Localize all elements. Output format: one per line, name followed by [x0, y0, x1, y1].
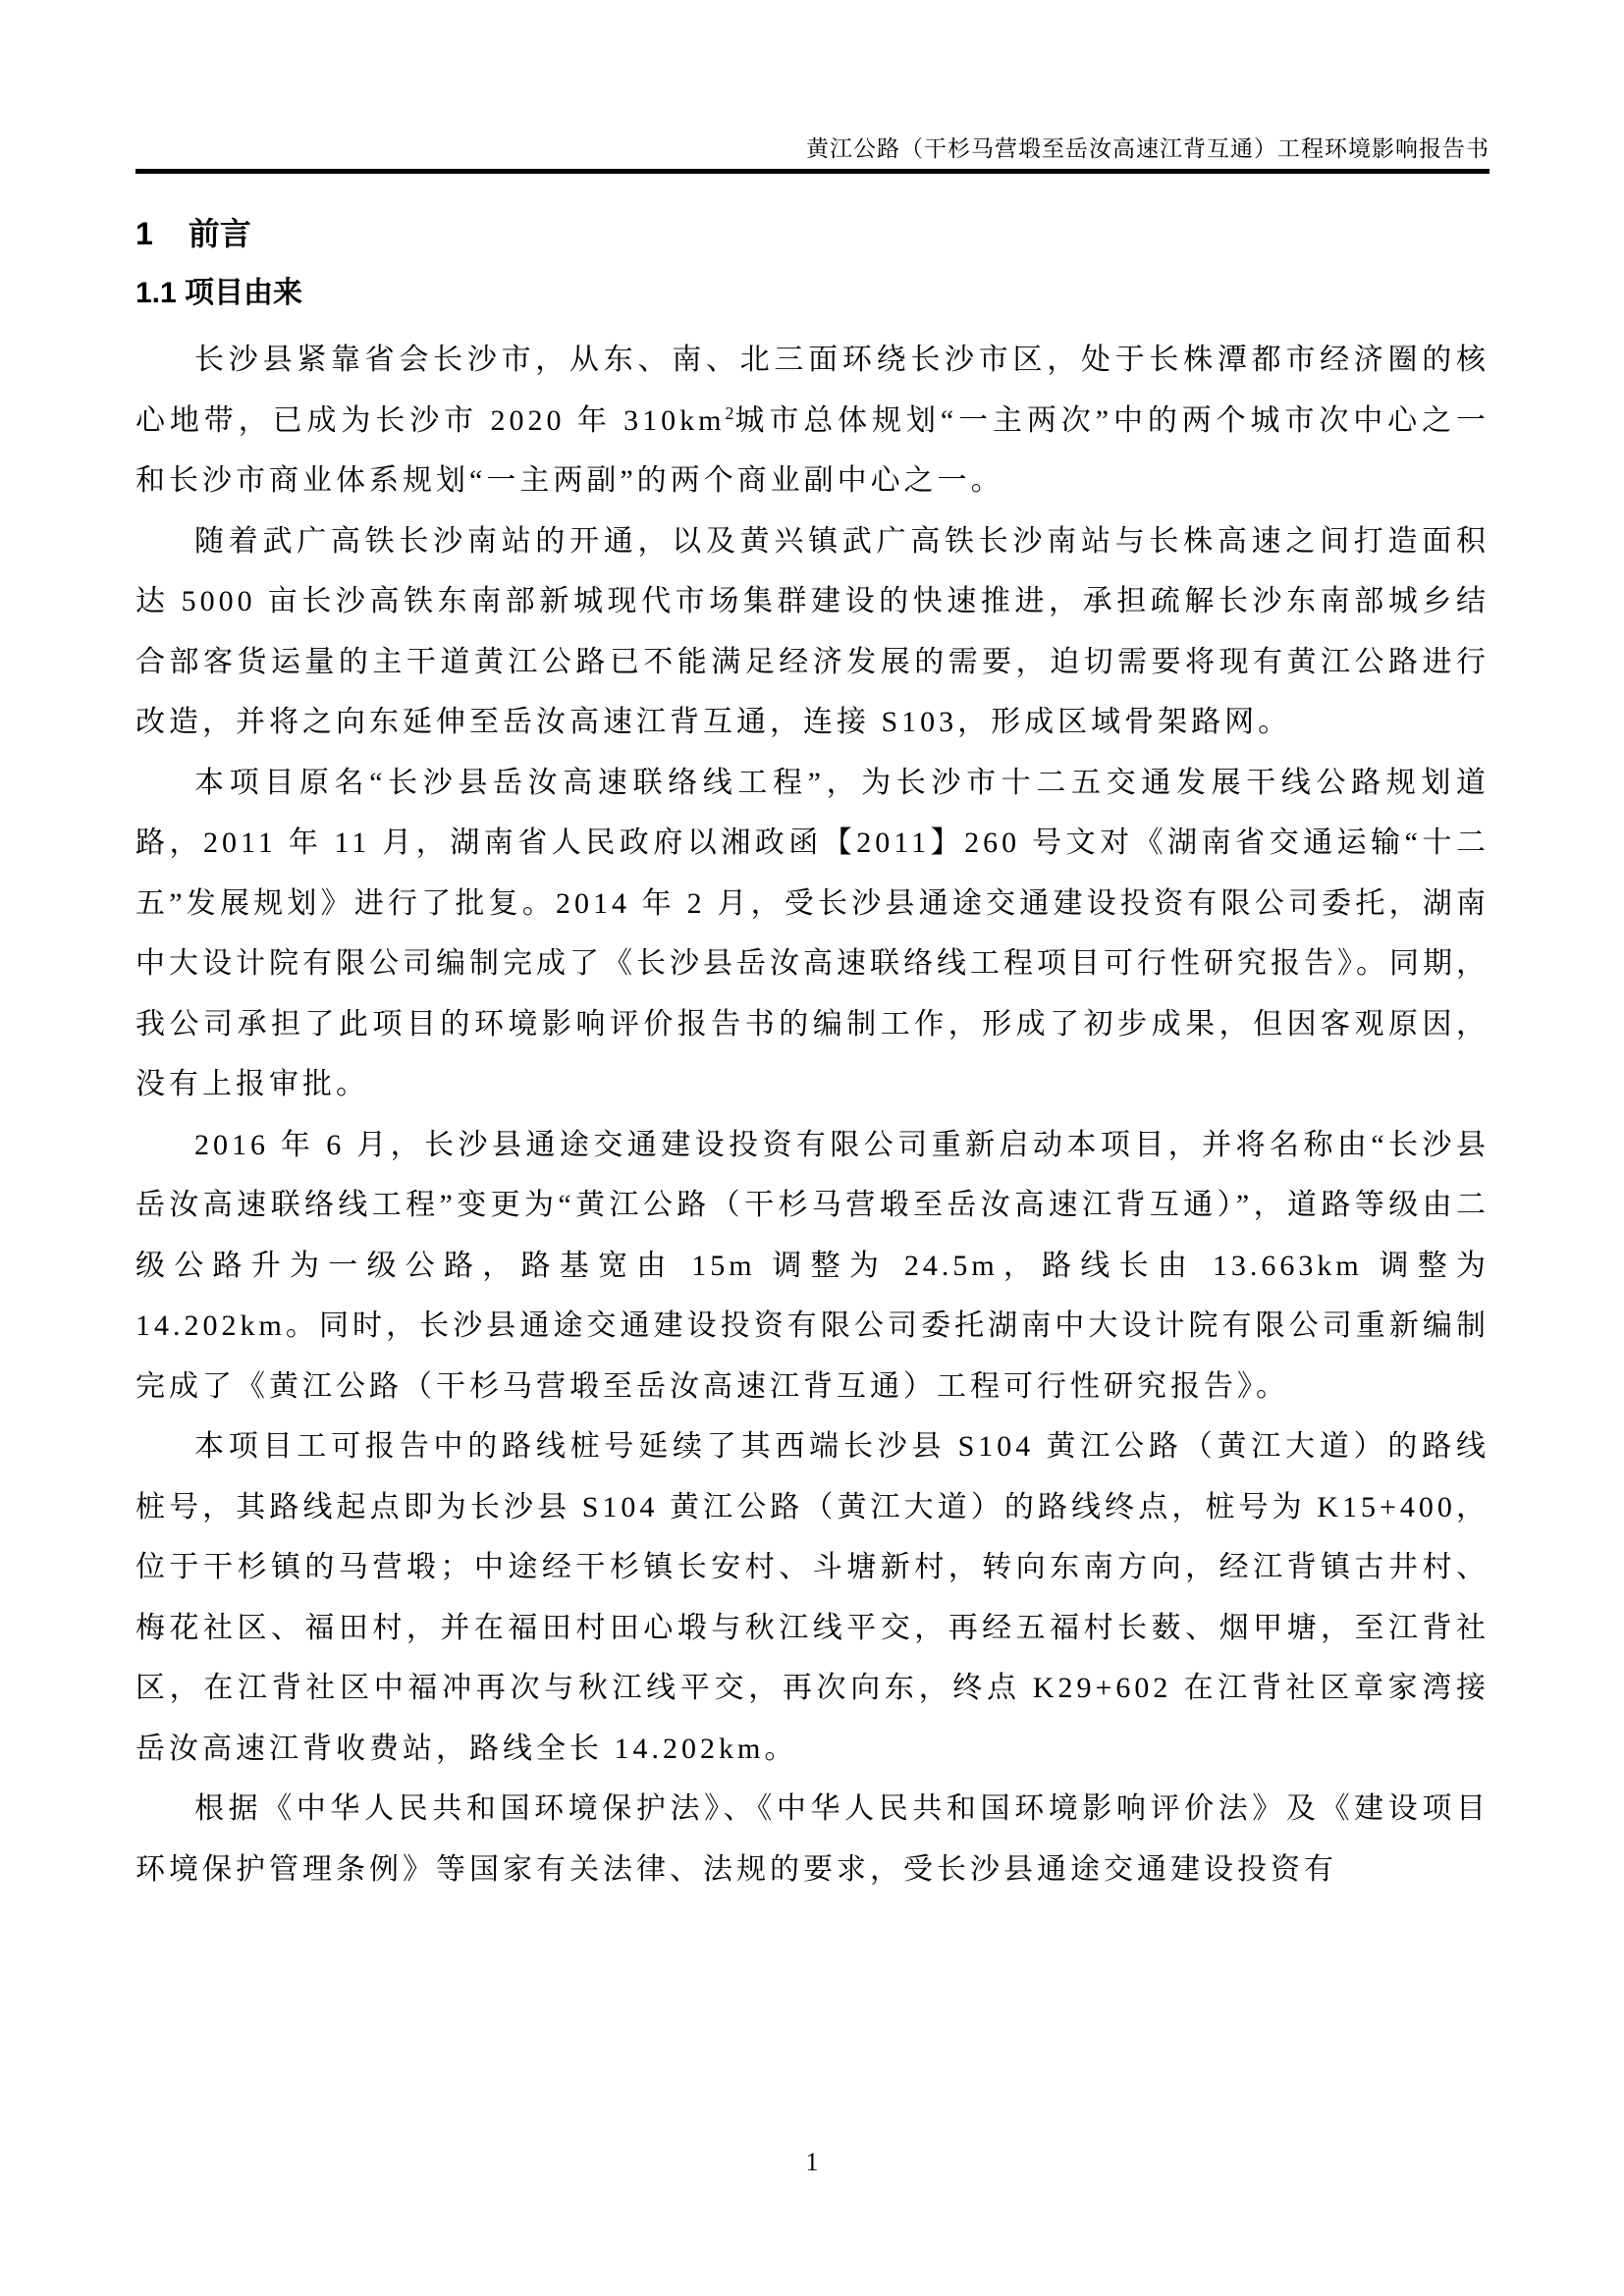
header-rule: [135, 169, 1489, 174]
page-number: 1: [805, 2148, 819, 2176]
section-heading-1: [135, 214, 1489, 253]
subsection-heading-1-1: 1.1 项目由来: [135, 277, 303, 309]
paragraph-1-text-a: 长沙县紧靠省会长沙市，从东、南、北三面环绕长沙市区，处于长株潭都市经济圈的核心地带，已成为长沙市 2020 年 310km: [135, 344, 1489, 437]
paragraph-4: 2016 年 6 月，长沙县通途交通建设投资有限公司重新启动本项目，并将名称由“长沙县岳汝高速联络线工程”变更为“黄江公路（干杉马营塅至岳汝高速江背互通）”，道路等级由二级公路升为一级公路，路基宽由 15m 调整为 24.5m，路线长由 13.663km 调整为 14.202km。同时，长沙县通途交通建设投资有限公司委托湖南中大设计院有限公司重新编制完成了《黄江公路（干杉马营塅至岳汝高速江背互通）工程可行性研究报告》。: [135, 1128, 1489, 1403]
document-content: [135, 214, 1489, 1899]
body-text: [135, 330, 1489, 1899]
paragraph-3: 本项目原名“长沙县岳汝高速联络线工程”，为长沙市十二五交通发展干线公路规划道路，2011 年 11 月，湖南省人民政府以湘政函【2011】260 号文对《湖南省交通运输“十二五”发展规划》进行了批复。2014 年 2 月，受长沙县通途交通建设投资有限公司委托，湖南中大设计院有限公司编制完成了《长沙县岳汝高速联络线工程项目可行性研究报告》。同期，我公司承担了此项目的环境影响评价报告书的编制工作，形成了初步成果，但因客观原因，没有上报审批。: [135, 766, 1489, 1100]
paragraph-5: 本项目工可报告中的路线桩号延续了其西端长沙县 S104 黄江公路（黄江大道）的路线桩号，其路线起点即为长沙县 S104 黄江公路（黄江大道）的路线终点，桩号为 K15+400，位于干杉镇的马营塅；中途经干杉镇长安村、斗塘新村，转向东南方向，经江背镇古井村、梅花社区、福田村，并在福田村田心塅与秋江线平交，再经五福村长薮、烟甲塘，至江背社区，在江背社区中福冲再次与秋江线平交，再次向东，终点 K29+602 在江背社区章家湾接岳汝高速江背收费站，路线全长 14.202km。: [135, 1430, 1489, 1765]
section-number: 1: [135, 216, 153, 251]
page-header-title: 黄江公路（干杉马营塅至岳汝高速江背互通）工程环境影响报告书: [806, 136, 1489, 161]
paragraph-1: [135, 330, 1489, 511]
paragraph-2: 随着武广高铁长沙南站的开通，以及黄兴镇武广高铁长沙南站与长株高速之间打造面积达 5000 亩长沙高铁东南部新城现代市场集群建设的快速推进，承担疏解长沙东南部城乡结合部客货运量的主干道黄江公路已不能满足经济发展的需要，迫切需要将现有黄江公路进行改造，并将之向东延伸至岳汝高速江背互通，连接 S103，形成区域骨架路网。: [135, 524, 1489, 738]
paragraph-6: 根据《中华人民共和国环境保护法》、《中华人民共和国环境影响评价法》及《建设项目环境保护管理条例》等国家有关法律、法规的要求，受长沙县通途交通建设投资有: [135, 1792, 1489, 1886]
paragraph-1-superscript: 2: [725, 402, 734, 423]
paragraph-1-text-b: 城市总体规划“一主两次”中的两个城市次中心之一和长沙市商业体系规划“一主两副”的两个商业副中心之一。: [135, 403, 1489, 497]
section-title: 前言: [188, 216, 251, 251]
